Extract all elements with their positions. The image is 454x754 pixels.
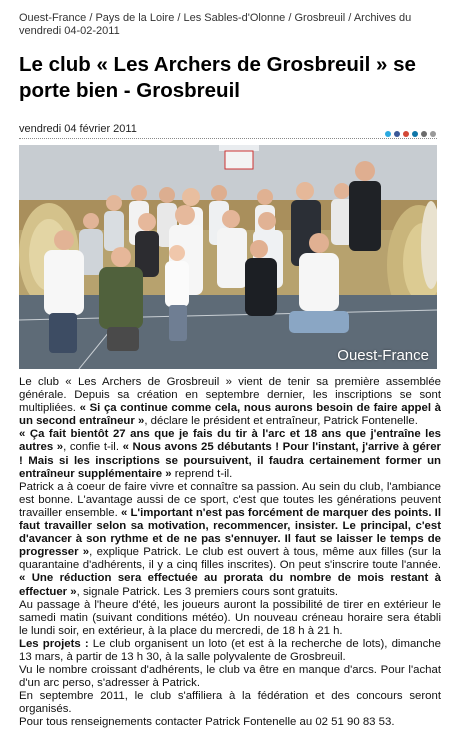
quote-text: « Une réduction sera effectuée au prorata du nombre de mois restant à effectuer » [19,572,441,598]
breadcrumb-link-archives[interactable]: Archives du vendredi 04-02-2011 [19,12,412,37]
article-paragraph [19,428,441,480]
linkedin-icon[interactable] [412,131,418,137]
google-icon[interactable] [403,131,409,137]
breadcrumb-separator: / [89,12,96,24]
article-paragraph [19,599,441,638]
article-photo [19,145,437,369]
paragraph-text: , déclare le président et entraîneur, Patrick Fontenelle. [144,415,418,428]
paragraph-text: , confie t-il. [63,441,123,454]
paragraph-text: En septembre 2011, le club s'affiliera à la fédération et des concours seront organisés. [19,690,441,716]
paragraph-text: Au passage à l'heure d'été, les joueurs auront la possibilité de tirer en extérieur le samedi matin (suivant conditions météo). Un nouveau créneau horaire sera établi le lundi soir, en extérieur, à la place du mercredi, de 18 h à 21 h. [19,598,441,637]
paragraph-text: , signale Patrick. Les 3 premiers cours sont gratuits. [76,585,339,598]
group-photo-image [19,145,437,369]
photo-watermark: Ouest-France [337,347,429,364]
breadcrumb-separator: / [177,12,184,24]
breadcrumb-link-sables-d-olonne[interactable]: Les Sables-d'Olonne [183,12,286,24]
quote-text: Les projets : [19,637,89,650]
print-icon[interactable] [421,131,427,137]
article-paragraph [19,376,441,428]
article-paragraph [19,690,441,716]
paragraph-text: Patrick a à coeur de faire vivre et connaître sa passion. Au sein du club, l'ambiance est bonne. L'avantage aussi de ce sport, c'est que toutes les générations peuvent travailler ensemble. [19,480,441,519]
breadcrumb-link-pays-de-la-loire[interactable]: Pays de la Loire [95,12,175,24]
article-paragraph [19,716,441,729]
twitter-icon[interactable] [385,131,391,137]
paragraph-text: , explique Patrick. Le club est ouvert à tous, même aux filles (sur la quarantaine d'adhérents, il y a cinq filles inscrites). On peut s'inscrire toute l'année. [19,546,441,572]
quote-text: « Ça fait bientôt 27 ans que je fais du tir à l'arc et 18 ans que j'entraîne les autres » [19,428,441,454]
quote-text: « Si ça continue comme cela, nous aurons besoin de faire appel à un second entraîneur » [19,402,441,428]
article-paragraph [19,664,441,690]
paragraph-text: Le club « Les Archers de Grosbreuil » vient de tenir sa première assemblée générale. Depuis sa création en septembre dernier, les inscriptions se sont multipliées. [19,376,441,415]
article-paragraph [19,638,441,664]
article-paragraph [19,481,441,599]
breadcrumb-link-grosbreuil[interactable]: Grosbreuil [294,12,346,24]
facebook-icon[interactable] [394,131,400,137]
article-body [19,376,441,730]
article-date: vendredi 04 février 2011 [19,123,137,135]
breadcrumb-separator: / [288,12,295,24]
breadcrumb-separator: / [348,12,354,24]
article-title: Le club « Les Archers de Grosbreuil » se porte bien - Grosbreuil [19,53,416,102]
quote-text: « L'important n'est pas forcément de marquer des points. Il faut travailler selon sa motivation, recommencer, insister. Le principal, c'est d'avancer à son rythme et de ne pas s'ennuyer. Il faut se laisser le temps de progresser » [19,506,441,559]
paragraph-text: Vu le nombre croissant d'adhérents, le club va être en manque d'arcs. Pour l'achat d'un arc perso, s'adresser à Patrick. [19,664,441,690]
quote-text: « Nous avons 25 débutants ! Pour l'instant, j'arrive à gérer ! Mais si les inscriptions se poursuivent, il faudra certainement former un entraîneur supplémentaire » [19,441,441,480]
paragraph-text: Pour tous renseignements contacter Patrick Fontenelle au 02 51 90 83 53. [19,716,395,729]
paragraph-text: Le club organisent un loto (et est à la recherche de lots), dimanche 13 mars, à partir de 13 h 30, à la salle polyvalente de Grosbreuil. [19,637,441,663]
breadcrumb-link-ouest-france[interactable]: Ouest-France [19,12,87,24]
mail-icon[interactable] [430,131,436,137]
paragraph-text: reprend t-il. [171,467,233,480]
divider [19,138,437,139]
breadcrumb [19,12,439,38]
